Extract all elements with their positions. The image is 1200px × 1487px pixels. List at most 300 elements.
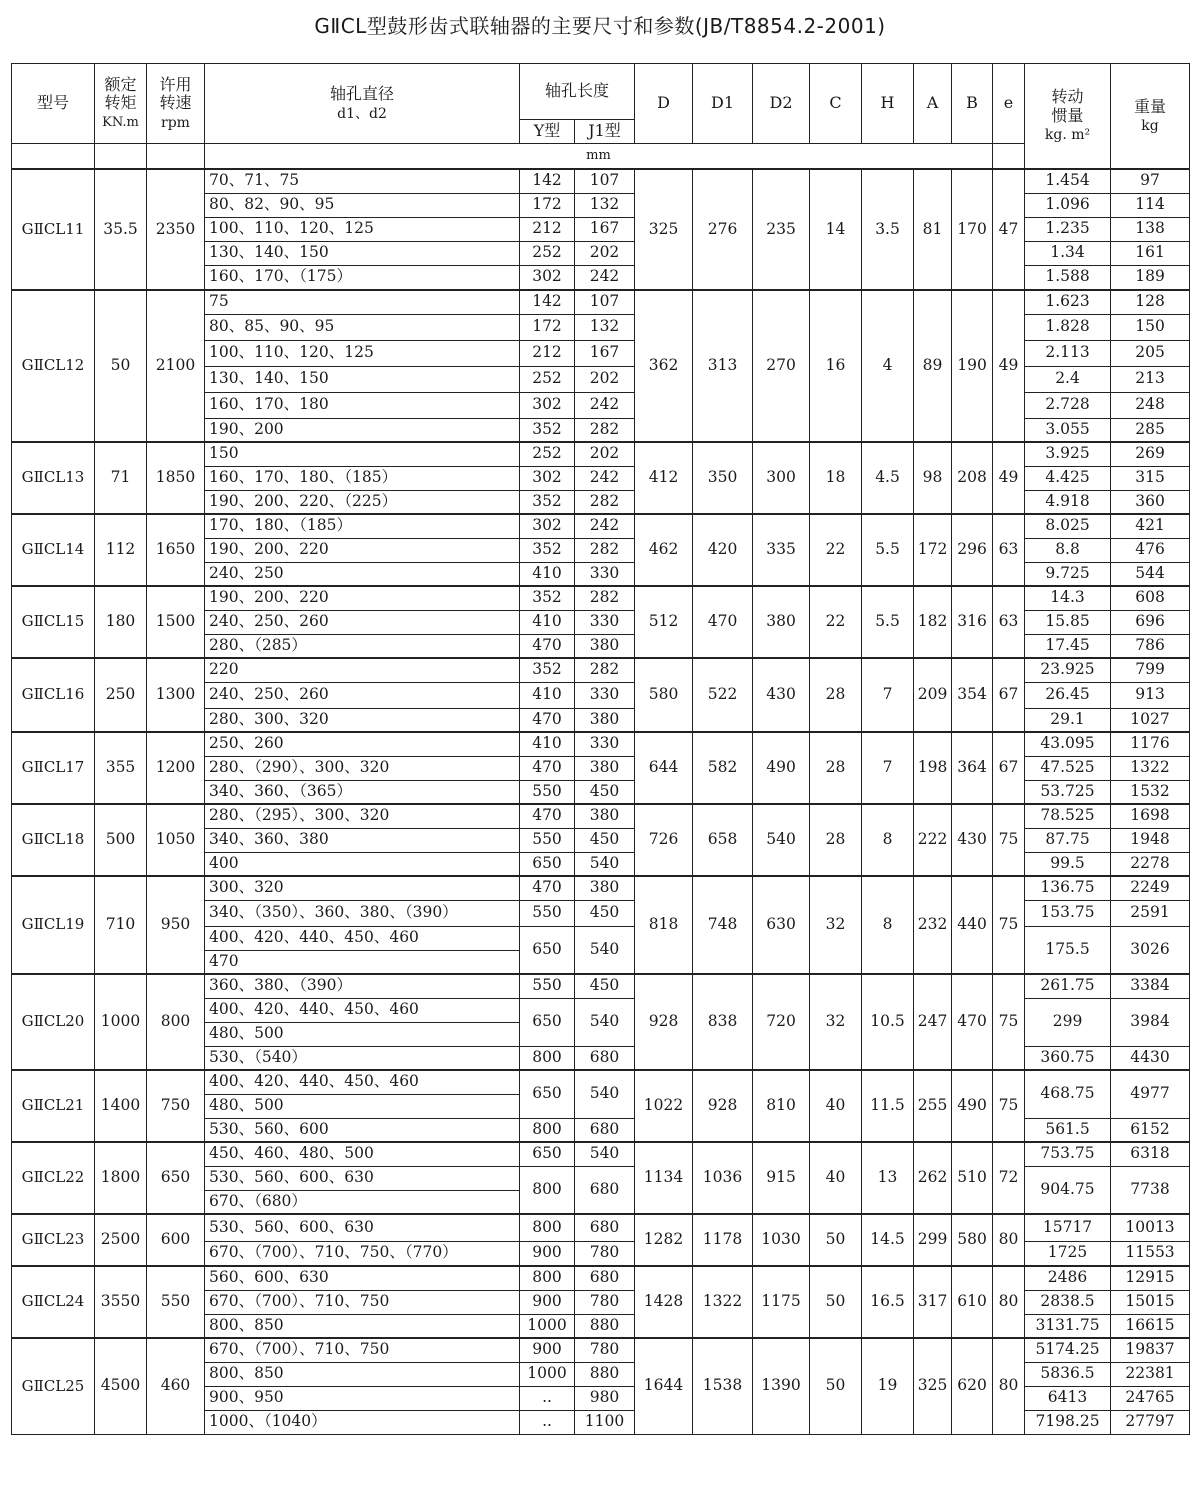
- dim-b-cell: 296: [952, 514, 993, 586]
- y-length-cell: 1000: [520, 1362, 575, 1386]
- table-row: [12, 514, 1190, 538]
- dim-c-cell: 18: [810, 442, 862, 514]
- dim-d-cell: 1644: [635, 1338, 693, 1434]
- weight-cell: 1322: [1111, 756, 1190, 780]
- bore-diameter-cell: 160、170、180: [205, 392, 520, 418]
- dim-d1-cell: 1538: [693, 1338, 753, 1434]
- torque-cell: 500: [95, 804, 147, 876]
- speed-cell: 750: [147, 1070, 205, 1142]
- bore-diameter-cell: 190、200: [205, 418, 520, 442]
- weight-cell: 285: [1111, 418, 1190, 442]
- torque-cell: 35.5: [95, 169, 147, 290]
- y-length-cell: ..: [520, 1386, 575, 1410]
- bore-diameter-cell: 360、380、（390）: [205, 974, 520, 998]
- inertia-cell: 3.925: [1025, 442, 1111, 466]
- j1-length-cell: 980: [575, 1386, 635, 1410]
- j1-length-cell: 450: [575, 780, 635, 804]
- dim-h-cell: 7: [862, 732, 914, 804]
- dim-c-cell: 14: [810, 169, 862, 290]
- weight-cell: 16615: [1111, 1314, 1190, 1338]
- bore-diameter-cell: 100、110、120、125: [205, 217, 520, 241]
- dim-d-cell: 362: [635, 290, 693, 442]
- inertia-cell: 468.75: [1025, 1070, 1111, 1118]
- dim-c-cell: 50: [810, 1266, 862, 1338]
- j1-length-cell: 540: [575, 1070, 635, 1118]
- dim-b-cell: 170: [952, 169, 993, 290]
- inertia-cell: 29.1: [1025, 708, 1111, 732]
- j1-length-cell: 680: [575, 1046, 635, 1070]
- torque-cell: 355: [95, 732, 147, 804]
- y-length-cell: 650: [520, 852, 575, 876]
- dim-c-cell: 22: [810, 586, 862, 658]
- weight-cell: 3984: [1111, 998, 1190, 1046]
- dim-d-cell: 1428: [635, 1266, 693, 1338]
- table-row: [12, 732, 1190, 756]
- dim-d2-cell: 810: [753, 1070, 810, 1142]
- dim-h-cell: 3.5: [862, 169, 914, 290]
- header-j1-type: J1型: [575, 120, 635, 144]
- inertia-cell: 561.5: [1025, 1118, 1111, 1142]
- y-length-cell: 172: [520, 314, 575, 340]
- j1-length-cell: 1100: [575, 1410, 635, 1434]
- j1-length-cell: 330: [575, 562, 635, 586]
- j1-length-cell: 167: [575, 217, 635, 241]
- dim-h-cell: 5.5: [862, 586, 914, 658]
- dim-h-cell: 4.5: [862, 442, 914, 514]
- dim-d2-cell: 1390: [753, 1338, 810, 1434]
- dim-d2-cell: 300: [753, 442, 810, 514]
- weight-cell: 3026: [1111, 926, 1190, 974]
- j1-length-cell: 132: [575, 314, 635, 340]
- y-length-cell: 650: [520, 1070, 575, 1118]
- inertia-cell: 4.918: [1025, 490, 1111, 514]
- dim-b-cell: 430: [952, 804, 993, 876]
- dim-d1-cell: 1178: [693, 1214, 753, 1266]
- model-cell: GⅡCL16: [12, 658, 95, 732]
- header-B: B: [952, 64, 993, 144]
- inertia-cell: 360.75: [1025, 1046, 1111, 1070]
- table-body: [12, 169, 1190, 1434]
- y-length-cell: 800: [520, 1214, 575, 1241]
- y-length-cell: 172: [520, 193, 575, 217]
- dim-e-cell: 75: [993, 974, 1025, 1070]
- bore-diameter-cell: 160、170、180、（185）: [205, 466, 520, 490]
- j1-length-cell: 680: [575, 1214, 635, 1241]
- page-title: GⅡCL型鼓形齿式联轴器的主要尺寸和参数(JB/T8854.2-2001): [314, 14, 886, 38]
- speed-cell: 550: [147, 1266, 205, 1338]
- dim-d-cell: 1282: [635, 1214, 693, 1266]
- inertia-cell: 14.3: [1025, 586, 1111, 610]
- weight-cell: 138: [1111, 217, 1190, 241]
- dim-h-cell: 19: [862, 1338, 914, 1434]
- model-cell: GⅡCL14: [12, 514, 95, 586]
- bore-diameter-cell: 530、（540）: [205, 1046, 520, 1070]
- dim-b-cell: 580: [952, 1214, 993, 1266]
- weight-cell: 7738: [1111, 1166, 1190, 1214]
- bore-diameter-cell: 480、500: [205, 1022, 520, 1046]
- inertia-cell: 2838.5: [1025, 1290, 1111, 1314]
- j1-length-cell: 330: [575, 732, 635, 756]
- j1-length-cell: 880: [575, 1362, 635, 1386]
- dim-d-cell: 818: [635, 876, 693, 974]
- dim-e-cell: 49: [993, 442, 1025, 514]
- j1-length-cell: 380: [575, 876, 635, 900]
- y-length-cell: 800: [520, 1046, 575, 1070]
- inertia-cell: 136.75: [1025, 876, 1111, 900]
- dim-e-cell: 67: [993, 732, 1025, 804]
- table-row: [12, 658, 1190, 682]
- bore-diameter-cell: 240、250、260: [205, 610, 520, 634]
- dim-h-cell: 5.5: [862, 514, 914, 586]
- j1-length-cell: 780: [575, 1290, 635, 1314]
- header-length: 轴孔长度: [520, 64, 635, 120]
- dim-d2-cell: 235: [753, 169, 810, 290]
- j1-length-cell: 330: [575, 610, 635, 634]
- inertia-cell: 1725: [1025, 1241, 1111, 1266]
- bore-diameter-cell: 800、850: [205, 1362, 520, 1386]
- y-length-cell: 212: [520, 217, 575, 241]
- dim-d-cell: 462: [635, 514, 693, 586]
- dim-d1-cell: 838: [693, 974, 753, 1070]
- inertia-cell: 99.5: [1025, 852, 1111, 876]
- y-length-cell: 410: [520, 562, 575, 586]
- inertia-cell: 78.525: [1025, 804, 1111, 828]
- dim-d2-cell: 490: [753, 732, 810, 804]
- dim-d1-cell: 522: [693, 658, 753, 732]
- table-row: [12, 1214, 1190, 1241]
- j1-length-cell: 330: [575, 682, 635, 708]
- inertia-cell: 153.75: [1025, 900, 1111, 926]
- j1-length-cell: 380: [575, 756, 635, 780]
- bore-diameter-cell: 340、360、380: [205, 828, 520, 852]
- table-row: [12, 586, 1190, 610]
- inertia-cell: 15717: [1025, 1214, 1111, 1241]
- dim-b-cell: 364: [952, 732, 993, 804]
- model-cell: GⅡCL22: [12, 1142, 95, 1214]
- inertia-cell: 26.45: [1025, 682, 1111, 708]
- header-y-type: Y型: [520, 120, 575, 144]
- inertia-cell: 8.8: [1025, 538, 1111, 562]
- inertia-cell: 1.34: [1025, 241, 1111, 265]
- speed-cell: 1650: [147, 514, 205, 586]
- inertia-cell: 3131.75: [1025, 1314, 1111, 1338]
- dim-h-cell: 7: [862, 658, 914, 732]
- j1-length-cell: 540: [575, 852, 635, 876]
- inertia-cell: 7198.25: [1025, 1410, 1111, 1434]
- inertia-cell: 753.75: [1025, 1142, 1111, 1166]
- j1-length-cell: 242: [575, 392, 635, 418]
- y-length-cell: 650: [520, 926, 575, 974]
- dim-a-cell: 232: [914, 876, 952, 974]
- inertia-cell: 2486: [1025, 1266, 1111, 1290]
- inertia-cell: 23.925: [1025, 658, 1111, 682]
- j1-length-cell: 450: [575, 974, 635, 998]
- j1-length-cell: 540: [575, 998, 635, 1046]
- bore-diameter-cell: 400、420、440、450、460: [205, 1070, 520, 1094]
- torque-cell: 3550: [95, 1266, 147, 1338]
- model-cell: GⅡCL17: [12, 732, 95, 804]
- inertia-cell: 1.235: [1025, 217, 1111, 241]
- y-length-cell: 550: [520, 974, 575, 998]
- bore-diameter-cell: 280、（285）: [205, 634, 520, 658]
- j1-length-cell: 680: [575, 1266, 635, 1290]
- bore-diameter-cell: 480、500: [205, 1094, 520, 1118]
- table-row: [12, 876, 1190, 900]
- weight-cell: 15015: [1111, 1290, 1190, 1314]
- j1-length-cell: 380: [575, 708, 635, 732]
- bore-diameter-cell: 250、260: [205, 732, 520, 756]
- j1-length-cell: 202: [575, 241, 635, 265]
- bore-diameter-cell: 280、（290）、300、320: [205, 756, 520, 780]
- y-length-cell: 252: [520, 241, 575, 265]
- dim-e-cell: 63: [993, 586, 1025, 658]
- header-H: H: [862, 64, 914, 144]
- weight-cell: 2591: [1111, 900, 1190, 926]
- dim-e-cell: 75: [993, 876, 1025, 974]
- inertia-cell: 6413: [1025, 1386, 1111, 1410]
- speed-cell: 1200: [147, 732, 205, 804]
- dim-d1-cell: 928: [693, 1070, 753, 1142]
- bore-diameter-cell: 800、850: [205, 1314, 520, 1338]
- j1-length-cell: 450: [575, 900, 635, 926]
- y-length-cell: 800: [520, 1166, 575, 1214]
- dim-a-cell: 89: [914, 290, 952, 442]
- dim-e-cell: 67: [993, 658, 1025, 732]
- dim-e-cell: 80: [993, 1266, 1025, 1338]
- j1-length-cell: 242: [575, 265, 635, 290]
- weight-cell: 421: [1111, 514, 1190, 538]
- y-length-cell: 410: [520, 682, 575, 708]
- dim-d2-cell: 380: [753, 586, 810, 658]
- y-length-cell: 302: [520, 466, 575, 490]
- torque-cell: 1000: [95, 974, 147, 1070]
- speed-cell: 1300: [147, 658, 205, 732]
- bore-diameter-cell: 670、（680）: [205, 1190, 520, 1214]
- dim-b-cell: 316: [952, 586, 993, 658]
- j1-length-cell: 107: [575, 169, 635, 193]
- j1-length-cell: 880: [575, 1314, 635, 1338]
- weight-cell: 315: [1111, 466, 1190, 490]
- dim-e-cell: 80: [993, 1214, 1025, 1266]
- dim-d-cell: 512: [635, 586, 693, 658]
- bore-diameter-cell: 340、360、（365）: [205, 780, 520, 804]
- header-unit: mm: [205, 144, 993, 170]
- header-torque: 额定 转矩 KN.m: [95, 64, 147, 144]
- weight-cell: 360: [1111, 490, 1190, 514]
- dim-c-cell: 50: [810, 1338, 862, 1434]
- weight-cell: 3384: [1111, 974, 1190, 998]
- dim-a-cell: 98: [914, 442, 952, 514]
- bore-diameter-cell: 130、140、150: [205, 241, 520, 265]
- bore-diameter-cell: 530、560、600、630: [205, 1214, 520, 1241]
- y-length-cell: 470: [520, 634, 575, 658]
- dim-d2-cell: 630: [753, 876, 810, 974]
- bore-diameter-cell: 1000、（1040）: [205, 1410, 520, 1434]
- dim-a-cell: 299: [914, 1214, 952, 1266]
- speed-cell: 460: [147, 1338, 205, 1434]
- dim-d1-cell: 748: [693, 876, 753, 974]
- model-cell: GⅡCL18: [12, 804, 95, 876]
- weight-cell: 114: [1111, 193, 1190, 217]
- y-length-cell: 550: [520, 828, 575, 852]
- bore-diameter-cell: 400: [205, 852, 520, 876]
- j1-length-cell: 450: [575, 828, 635, 852]
- weight-cell: 97: [1111, 169, 1190, 193]
- weight-cell: 786: [1111, 634, 1190, 658]
- y-length-cell: 142: [520, 290, 575, 314]
- j1-length-cell: 540: [575, 1142, 635, 1166]
- weight-cell: 1532: [1111, 780, 1190, 804]
- dim-c-cell: 28: [810, 804, 862, 876]
- dim-d-cell: 580: [635, 658, 693, 732]
- model-cell: GⅡCL25: [12, 1338, 95, 1434]
- j1-length-cell: 202: [575, 442, 635, 466]
- bore-diameter-cell: 160、170、（175）: [205, 265, 520, 290]
- y-length-cell: 352: [520, 490, 575, 514]
- dim-b-cell: 620: [952, 1338, 993, 1434]
- bore-diameter-cell: 470: [205, 950, 520, 974]
- dim-d1-cell: 582: [693, 732, 753, 804]
- model-cell: GⅡCL15: [12, 586, 95, 658]
- y-length-cell: 410: [520, 610, 575, 634]
- j1-length-cell: 202: [575, 366, 635, 392]
- weight-cell: 213: [1111, 366, 1190, 392]
- dim-b-cell: 354: [952, 658, 993, 732]
- dim-h-cell: 13: [862, 1142, 914, 1214]
- y-length-cell: 900: [520, 1290, 575, 1314]
- dim-a-cell: 182: [914, 586, 952, 658]
- bore-diameter-cell: 130、140、150: [205, 366, 520, 392]
- dim-d-cell: 726: [635, 804, 693, 876]
- weight-cell: 608: [1111, 586, 1190, 610]
- j1-length-cell: 167: [575, 340, 635, 366]
- weight-cell: 1948: [1111, 828, 1190, 852]
- table-row: [12, 1070, 1190, 1094]
- dim-h-cell: 16.5: [862, 1266, 914, 1338]
- dim-d-cell: 1022: [635, 1070, 693, 1142]
- dim-d2-cell: 270: [753, 290, 810, 442]
- bore-diameter-cell: 170、180、（185）: [205, 514, 520, 538]
- header-speed: 许用 转速 rpm: [147, 64, 205, 144]
- dim-d2-cell: 915: [753, 1142, 810, 1214]
- y-length-cell: 470: [520, 876, 575, 900]
- dim-d1-cell: 1036: [693, 1142, 753, 1214]
- weight-cell: 128: [1111, 290, 1190, 314]
- weight-cell: 1027: [1111, 708, 1190, 732]
- dim-c-cell: 22: [810, 514, 862, 586]
- dim-c-cell: 50: [810, 1214, 862, 1266]
- y-length-cell: 1000: [520, 1314, 575, 1338]
- dim-a-cell: 198: [914, 732, 952, 804]
- header-D: D: [635, 64, 693, 144]
- dim-e-cell: 47: [993, 169, 1025, 290]
- inertia-cell: 299: [1025, 998, 1111, 1046]
- dim-d-cell: 928: [635, 974, 693, 1070]
- bore-diameter-cell: 300、320: [205, 876, 520, 900]
- dim-d2-cell: 1175: [753, 1266, 810, 1338]
- header-diameter: 轴孔直径 d1、d2: [205, 64, 520, 144]
- dim-d2-cell: 335: [753, 514, 810, 586]
- inertia-cell: 8.025: [1025, 514, 1111, 538]
- bore-diameter-cell: 450、460、480、500: [205, 1142, 520, 1166]
- bore-diameter-cell: 190、200、220、（225）: [205, 490, 520, 514]
- table-row: [12, 804, 1190, 828]
- model-cell: GⅡCL21: [12, 1070, 95, 1142]
- inertia-cell: 5174.25: [1025, 1338, 1111, 1362]
- j1-length-cell: 282: [575, 538, 635, 562]
- inertia-cell: 2.4: [1025, 366, 1111, 392]
- bore-diameter-cell: 70、71、75: [205, 169, 520, 193]
- bore-diameter-cell: 530、560、600: [205, 1118, 520, 1142]
- y-length-cell: 650: [520, 998, 575, 1046]
- weight-cell: 205: [1111, 340, 1190, 366]
- inertia-cell: 261.75: [1025, 974, 1111, 998]
- dim-c-cell: 16: [810, 290, 862, 442]
- dim-d1-cell: 470: [693, 586, 753, 658]
- dim-d-cell: 412: [635, 442, 693, 514]
- bore-diameter-cell: 80、82、90、95: [205, 193, 520, 217]
- dim-e-cell: 63: [993, 514, 1025, 586]
- dim-b-cell: 470: [952, 974, 993, 1070]
- dim-d-cell: 1134: [635, 1142, 693, 1214]
- speed-cell: 1850: [147, 442, 205, 514]
- table-row: [12, 290, 1190, 314]
- y-length-cell: 352: [520, 418, 575, 442]
- dim-c-cell: 40: [810, 1070, 862, 1142]
- y-length-cell: 550: [520, 900, 575, 926]
- torque-cell: 1800: [95, 1142, 147, 1214]
- weight-cell: 544: [1111, 562, 1190, 586]
- inertia-cell: 2.113: [1025, 340, 1111, 366]
- inertia-cell: 4.425: [1025, 466, 1111, 490]
- speed-cell: 1050: [147, 804, 205, 876]
- weight-cell: 19837: [1111, 1338, 1190, 1362]
- y-length-cell: ..: [520, 1410, 575, 1434]
- header-A: A: [914, 64, 952, 144]
- y-length-cell: 800: [520, 1118, 575, 1142]
- dim-c-cell: 32: [810, 876, 862, 974]
- j1-length-cell: 242: [575, 466, 635, 490]
- header-inertia: 转动 惯量 kg. m²: [1025, 64, 1111, 170]
- dim-d-cell: 644: [635, 732, 693, 804]
- y-length-cell: 410: [520, 732, 575, 756]
- j1-length-cell: 380: [575, 804, 635, 828]
- inertia-cell: 9.725: [1025, 562, 1111, 586]
- y-length-cell: 142: [520, 169, 575, 193]
- dim-a-cell: 247: [914, 974, 952, 1070]
- dim-d1-cell: 350: [693, 442, 753, 514]
- inertia-cell: 175.5: [1025, 926, 1111, 974]
- dim-c-cell: 40: [810, 1142, 862, 1214]
- dim-c-cell: 32: [810, 974, 862, 1070]
- table-row: [12, 1338, 1190, 1362]
- j1-length-cell: 680: [575, 1118, 635, 1142]
- inertia-cell: 87.75: [1025, 828, 1111, 852]
- j1-length-cell: 282: [575, 418, 635, 442]
- dim-h-cell: 11.5: [862, 1070, 914, 1142]
- dim-e-cell: 80: [993, 1338, 1025, 1434]
- bore-diameter-cell: 220: [205, 658, 520, 682]
- y-length-cell: 252: [520, 366, 575, 392]
- y-length-cell: 212: [520, 340, 575, 366]
- bore-diameter-cell: 190、200、220: [205, 538, 520, 562]
- j1-length-cell: 282: [575, 490, 635, 514]
- dim-c-cell: 28: [810, 732, 862, 804]
- dim-c-cell: 28: [810, 658, 862, 732]
- dim-d1-cell: 313: [693, 290, 753, 442]
- inertia-cell: 1.623: [1025, 290, 1111, 314]
- torque-cell: 1400: [95, 1070, 147, 1142]
